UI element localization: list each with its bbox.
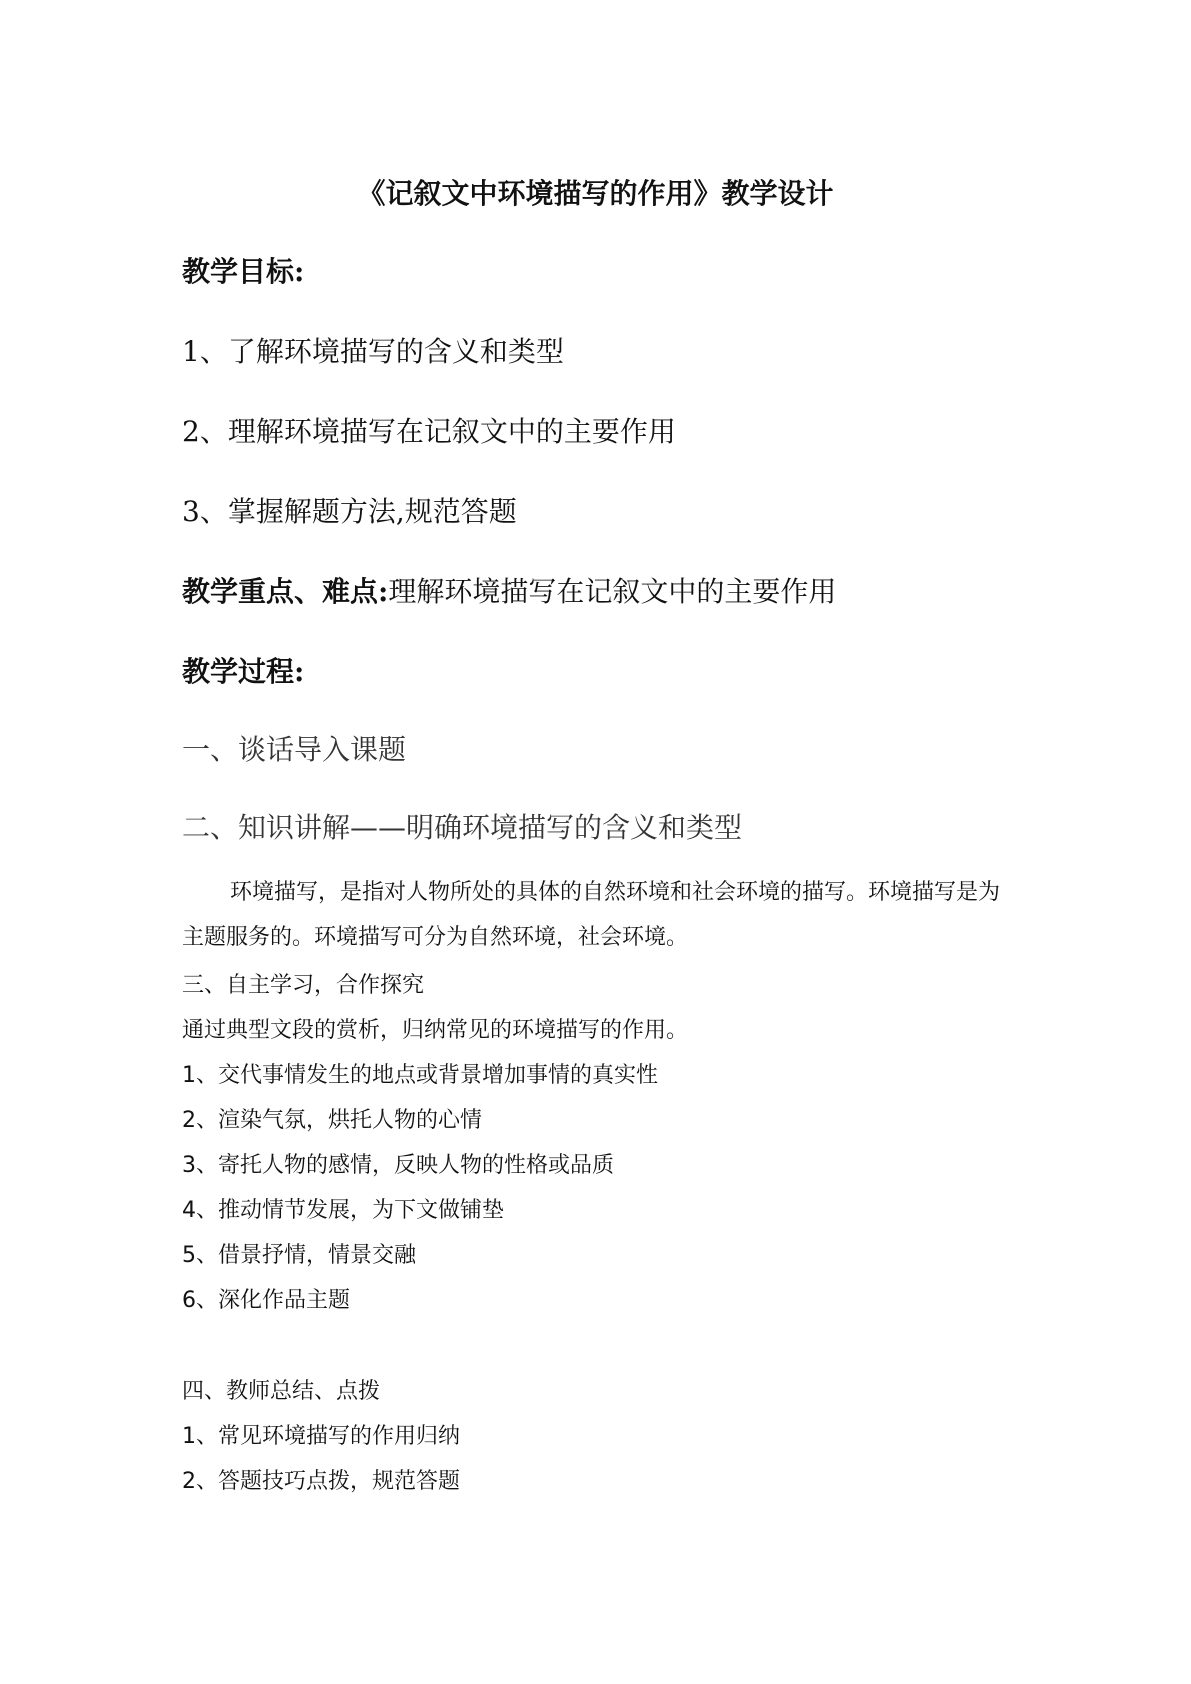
summary-item: 1、常见环境描写的作用归纳 [182, 1424, 460, 1449]
step-heading: 三、自主学习，合作探究 [182, 973, 425, 998]
function-item: 5、借景抒情，情景交融 [182, 1243, 416, 1268]
step-heading: 四、教师总结、点拨 [182, 1379, 381, 1404]
function-item: 6、深化作品主题 [182, 1288, 350, 1313]
step-intro: 通过典型文段的赏析，归纳常见的环境描写的作用。 [182, 1018, 689, 1043]
key-points-label: 教学重点、难点: [182, 575, 389, 608]
summary-item: 2、答题技巧点拨，规范答题 [182, 1469, 460, 1494]
function-item: 3、寄托人物的感情，反映人物的性格或品质 [182, 1153, 614, 1178]
key-points-line [182, 570, 836, 610]
objectives-heading: 教学目标: [182, 255, 305, 288]
document-title: 《记叙文中环境描写的作用》教学设计 [357, 177, 834, 210]
step-heading: 一、谈话导入课题 [182, 733, 407, 766]
objective-item: 3、掌握解题方法,规范答题 [182, 495, 517, 528]
function-item: 4、推动情节发展，为下文做铺垫 [182, 1198, 504, 1223]
objective-item: 2、理解环境描写在记叙文中的主要作用 [182, 415, 676, 448]
function-item: 1、交代事情发生的地点或背景增加事情的真实性 [182, 1063, 658, 1088]
definition-paragraph: 环境描写，是指对人物所处的具体的自然环境和社会环境的描写。环境描写是为主题服务的。环境描写可分为自然环境，社会环境。 [182, 880, 1001, 950]
function-item: 2、渲染气氛，烘托人物的心情 [182, 1108, 482, 1133]
key-points-text: 理解环境描写在记叙文中的主要作用 [388, 575, 837, 608]
process-heading: 教学过程: [182, 655, 305, 688]
step-heading: 二、知识讲解——明确环境描写的含义和类型 [182, 811, 743, 844]
objective-item: 1、了解环境描写的含义和类型 [182, 335, 564, 368]
